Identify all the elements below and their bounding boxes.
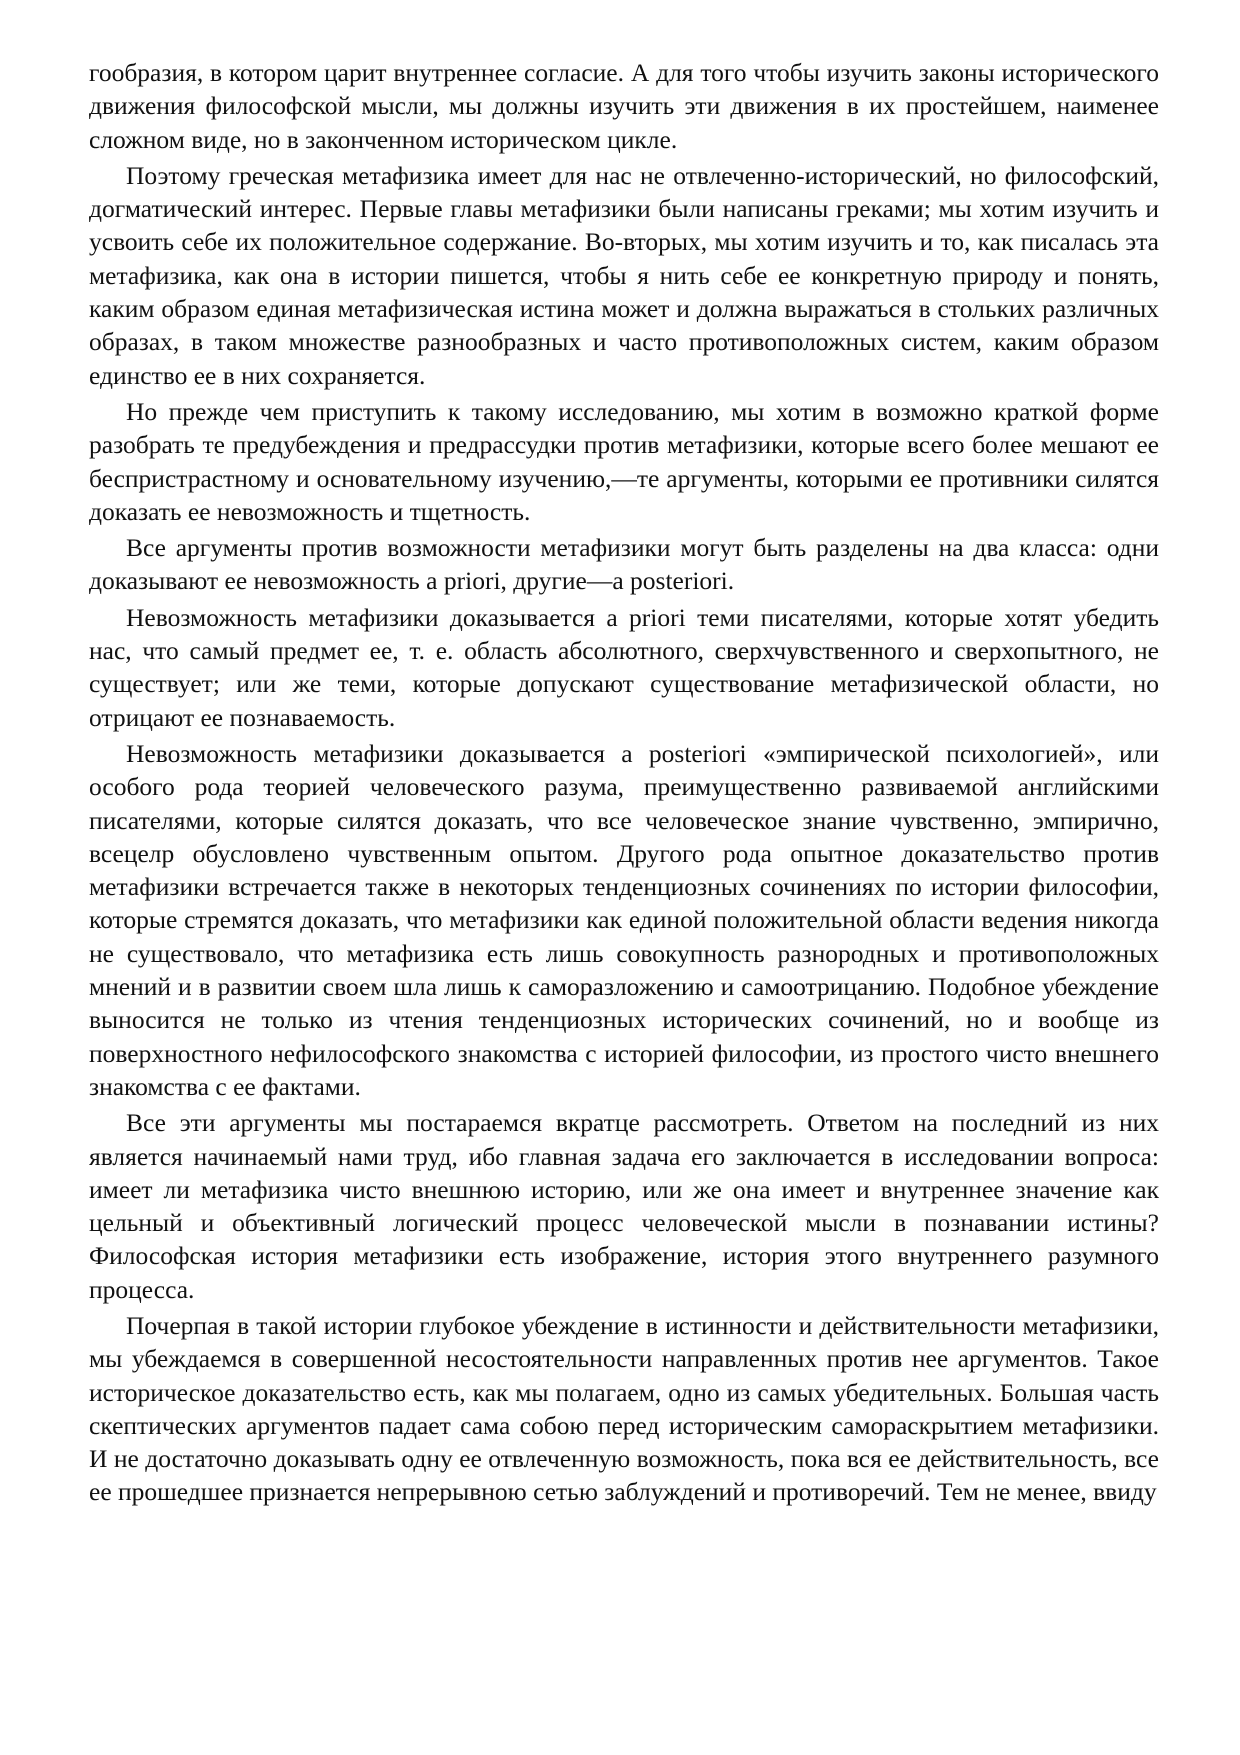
paragraph-1: гообразия, в котором царит внутреннее согласие. А для того чтобы изучить законы исторического движения философской мысли, мы должны изучить эти движения в их простейшем, наименее сложном виде, но в законченном историческом цикле. [89,58,1159,154]
paragraph-6: Невозможность метафизики доказывается a posteriori «эмпирической психологией», или особого рода теорией человеческого разума, преимущественно развиваемой английскими писателями, которые силятся доказать, что все человеческое знание чувственно, эмпирично, всецелр обусловлено чувственным опытом. Другого рода опытное доказательство против метафизики встречается также в некоторых тенденциозных сочинениях по истории философии, которые стремятся доказать, что метафизики как единой положительной области ведения никогда не существовало, что метафизика есть лишь совокупность разнородных и противоположных мнений и в развитии своем шла лишь к саморазложению и самоотрицанию. Подобное убеждение выносится не только из чтения тенденциозных исторических сочинений, но и вообще из поверхностного нефилософского знакомства с историей философии, из простого чисто внешнего знакомства с ее фактами. [89,738,1159,1101]
document-page [89,56,1159,1512]
paragraph-5: Невозможность метафизики доказывается a priori теми писателями, которые хотят убедить нас, что самый предмет ее, т. е. область абсолютного, сверхчувственного и сверхопытного, не существует; или же теми, которые допускают существование метафизической области, но отрицают ее познаваемость. [89,602,1159,732]
paragraph-4: Все аргументы против возможности метафизики могут быть разделены на два класса: одни доказывают ее невозможность a priori, другие—a posteriori. [89,533,1159,596]
paragraph-2: Поэтому греческая метафизика имеет для нас не отвлеченно-исторический, но философский, догматический интерес. Первые главы метафизики были написаны греками; мы хотим изучить и усвоить себе их положительное содержание. Во-вторых, мы хотим изучить и то, как писалась эта метафизика, как она в истории пишется, чтобы я нить себе ее конкретную природу и понять, каким образом единая метафизическая истина может и должна выражаться в стольких различных образах, в таком множестве разнообразных и часто противоположных систем, каким образом единство ее в них сохраняется. [89,160,1159,390]
paragraph-3: Но прежде чем приступить к такому исследованию, мы хотим в возможно краткой форме разобрать те предубеждения и предрассудки против метафизики, которые всего более мешают ее беспристрастному и основательному изучению,—те аргументы, которыми ее противники силятся доказать ее невозможность и тщетность. [89,396,1159,526]
paragraph-7: Все эти аргументы мы постараемся вкратце рассмотреть. Ответом на последний из них является начинаемый нами труд, ибо главная задача его заключается в исследовании вопроса: имеет ли метафизика чисто внешнюю историю, или же она имеет и внутреннее значение как цельный и объективный логический процесс человеческой мысли в познавании истины? Философская история метафизики есть изображение, история этого внутреннего разумного процесса. [89,1108,1159,1304]
paragraph-8: Почерпая в такой истории глубокое убеждение в истинности и действительности метафизики, мы убеждаемся в совершенной несостоятельности направленных против нее аргументов. Такое историческое доказательство есть, как мы полагаем, одно из самых убедительных. Большая часть скептических аргументов падает сама собою перед историческим самораскрытием метафизики. И не достаточно доказывать одну ее отвлеченную возможность, пока вся ее действительность, все ее прошедшее признается непрерывною сетью заблуждений и противоречий. Тем не менее, ввиду [89,1310,1159,1507]
